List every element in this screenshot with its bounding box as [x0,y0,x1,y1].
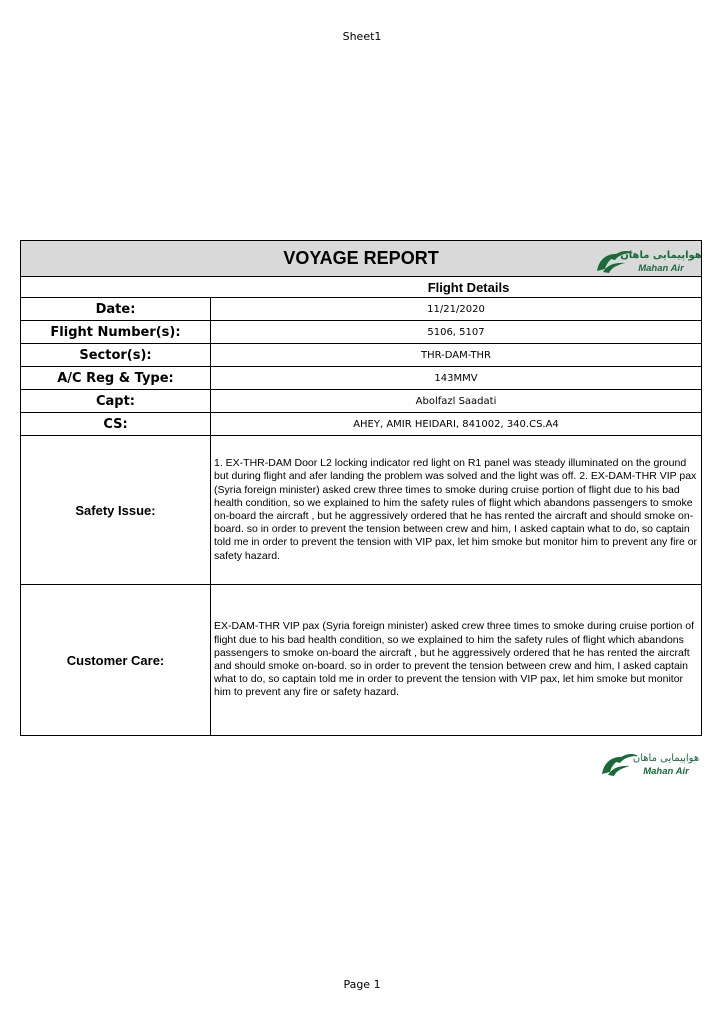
mahan-air-logo [593,245,702,275]
flight-details-heading [21,277,702,298]
page-number: Page 1 [343,978,381,991]
captain-value: Abolfazl Saadati [211,390,702,413]
logo-persian-text: هواپیمایی ماهان [620,250,702,261]
sector-value: THR-DAM-THR [211,344,702,367]
voyage-report-table [20,240,702,736]
footer-logo-latin-text: Mahan Air [643,766,689,777]
captain-label: Capt: [21,390,211,413]
report-title-cell [21,241,702,277]
flight-number-value: 5106, 5107 [211,321,702,344]
report-title: VOYAGE REPORT [283,248,439,268]
sector-label: Sector(s): [21,344,211,367]
flight-details-label: Flight Details [427,279,510,295]
customer-care-text: EX-DAM-THR VIP pax (Syria foreign minister) asked crew three times to smoke during cruise portion of flight due to his bad health condition, so we explained to him the safety rules of flight which abandons passengers to smoke on-board the aircraft , but he aggressively ordered that he has rented the aircraft and should smoke on-board. so in order to prevent the tension between crew and him, I asked captain what to do, so captain told me in order to prevent the tension with VIP pax, let him smoke but monitor him to prevent any fire or safety hazard. [211,585,702,736]
sheet-title: Sheet1 [342,30,382,43]
ac-reg-label: A/C Reg & Type: [21,367,211,390]
ac-reg-value: 143MMV [211,367,702,390]
safety-issue-text: 1. EX-THR-DAM Door L2 locking indicator red light on R1 panel was steady illuminated on the ground but during flight and afer landing the problem was solved and the light was off. 2. EX-DAM-THR VIP pax (Syria foreign minister) asked crew three times to smoke during cruise portion of flight due to his bad health condition, so we explained to him the safety rules of flight which abandons passengers to smoke on-board the aircraft , but he aggressively ordered that he has rented the aircraft and should smoke on-board. so in order to prevent the tension between crew and him, I asked captain what to do, so captain told me in order to prevent the tension with VIP pax, let him smoke but monitor him to prevent any fire or safety hazard. [211,436,702,585]
cs-value: AHEY, AMIR HEIDARI, 841002, 340.CS.A4 [211,413,702,436]
cs-label: CS: [21,413,211,436]
customer-care-label: Customer Care: [21,585,211,736]
date-value: 11/21/2020 [211,298,702,321]
mahan-air-footer-logo [598,748,698,778]
flight-number-label: Flight Number(s): [21,321,211,344]
safety-issue-label: Safety Issue: [21,436,211,585]
date-label: Date: [21,298,211,321]
logo-latin-text: Mahan Air [638,263,684,274]
footer-logo-persian-text: هواپیمایی ماهان [632,753,700,764]
